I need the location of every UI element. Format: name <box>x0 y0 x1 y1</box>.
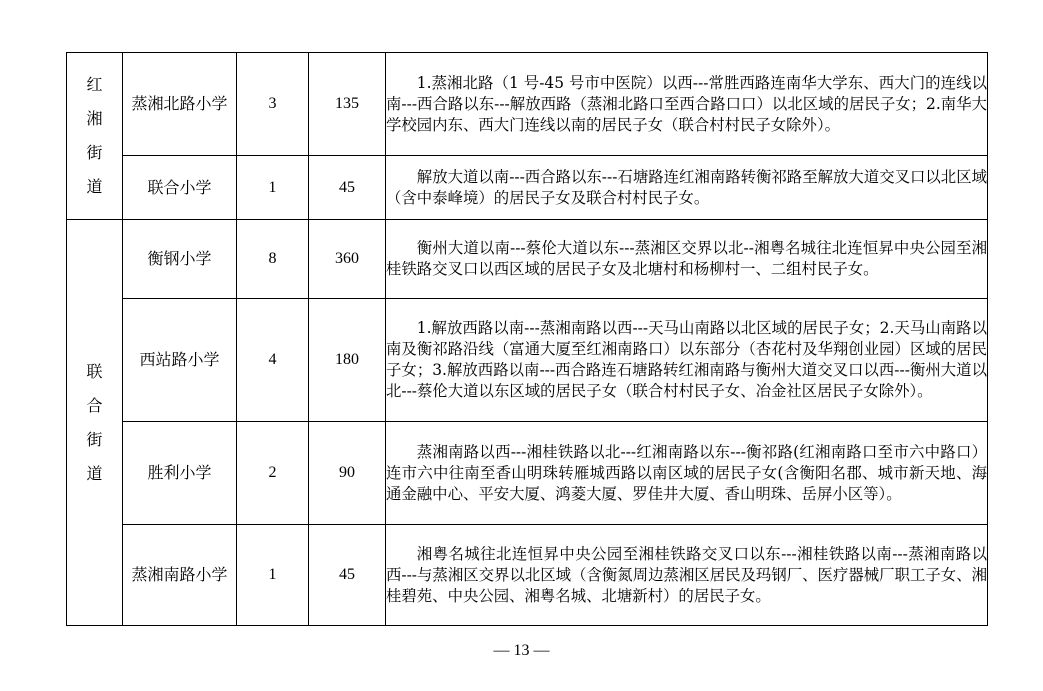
school-name: 蒸湘南路小学 <box>123 525 237 626</box>
service-area <box>386 299 988 422</box>
enrollment-count: 360 <box>309 220 386 299</box>
enrollment-count: 135 <box>309 53 386 156</box>
class-count: 3 <box>237 53 309 156</box>
page-number: — 13 — <box>493 642 550 659</box>
school-name: 胜利小学 <box>123 422 237 525</box>
enrollment-count: 45 <box>309 156 386 220</box>
enrollment-count: 90 <box>309 422 386 525</box>
street-cell <box>67 53 123 220</box>
school-name: 联合小学 <box>123 156 237 220</box>
service-area-text: 1.解放西路以南---蒸湘南路以西---天马山南路以北区域的居民子女；2.天马山南路以南及衡祁路沿线（富通大厦至红湘南路口）以东部分（杏花村及华翔创业园）区域的居民子女；3.解放西路以南---西合路连石塘路转红湘南路与衡州大道交叉口以西---衡州大道以北---蔡伦大道以东区域的居民子女（联合村村民子女、冶金社区居民子女除外）。 <box>386 319 987 400</box>
class-count: 1 <box>237 156 309 220</box>
table-row <box>67 220 988 299</box>
service-area <box>386 525 988 626</box>
enrollment-count: 45 <box>309 525 386 626</box>
table-row <box>67 422 988 525</box>
street-cell <box>67 220 123 626</box>
class-count: 8 <box>237 220 309 299</box>
class-count: 1 <box>237 525 309 626</box>
service-area <box>386 220 988 299</box>
service-area-text: 衡州大道以南---蔡伦大道以东---蒸湘区交界以北--湘粤名城往北连恒昇中央公园至湘桂铁路交叉口以西区域的居民子女及北塘村和杨柳村一、二组村民子女。 <box>386 239 987 278</box>
service-area <box>386 53 988 156</box>
class-count: 2 <box>237 422 309 525</box>
street-name: 联合街道 <box>86 361 103 483</box>
service-area-text: 湘粤名城往北连恒昇中央公园至湘桂铁路交叉口以东---湘桂铁路以南---蒸湘南路以西---与蒸湘区交界以北区域（含衡氮周边蒸湘区居民及玛钢厂、医疗器械厂职工子女、湘桂碧苑、中央公园、湘粤名城、北塘新村）的居民子女。 <box>386 544 987 605</box>
service-area <box>386 422 988 525</box>
table-row <box>67 299 988 422</box>
service-area-text: 蒸湘南路以西---湘桂铁路以北---红湘南路以东---衡祁路(红湘南路口至市六中路口）连市六中往南至香山明珠转雁城西路以南区域的居民子女(含衡阳名郡、城市新天地、海通金融中心、平安大厦、鸿菱大厦、罗佳井大厦、香山明珠、岳屏小区等）。 <box>386 442 987 503</box>
school-name: 蒸湘北路小学 <box>123 53 237 156</box>
table-row <box>67 156 988 220</box>
school-district-table <box>66 52 988 626</box>
table-row <box>67 525 988 626</box>
table-row <box>67 53 988 156</box>
service-area <box>386 156 988 220</box>
enrollment-count: 180 <box>309 299 386 422</box>
school-name: 西站路小学 <box>123 299 237 422</box>
service-area-text: 解放大道以南---西合路以东---石塘路连红湘南路转衡祁路至解放大道交叉口以北区域（含中泰峰境）的居民子女及联合村村民子女。 <box>386 167 987 207</box>
school-name: 衡钢小学 <box>123 220 237 299</box>
street-name: 红湘街道 <box>86 75 103 196</box>
class-count: 4 <box>237 299 309 422</box>
service-area-text: 1.蒸湘北路（1 号-45 号市中医院）以西---常胜西路连南华大学东、西大门的连线以南---西合路以东---解放西路（蒸湘北路口至西合路口口）以北区域的居民子女；2.南华大学校园内东、西大门连线以南的居民子女（联合村村民子女除外）。 <box>386 73 987 134</box>
